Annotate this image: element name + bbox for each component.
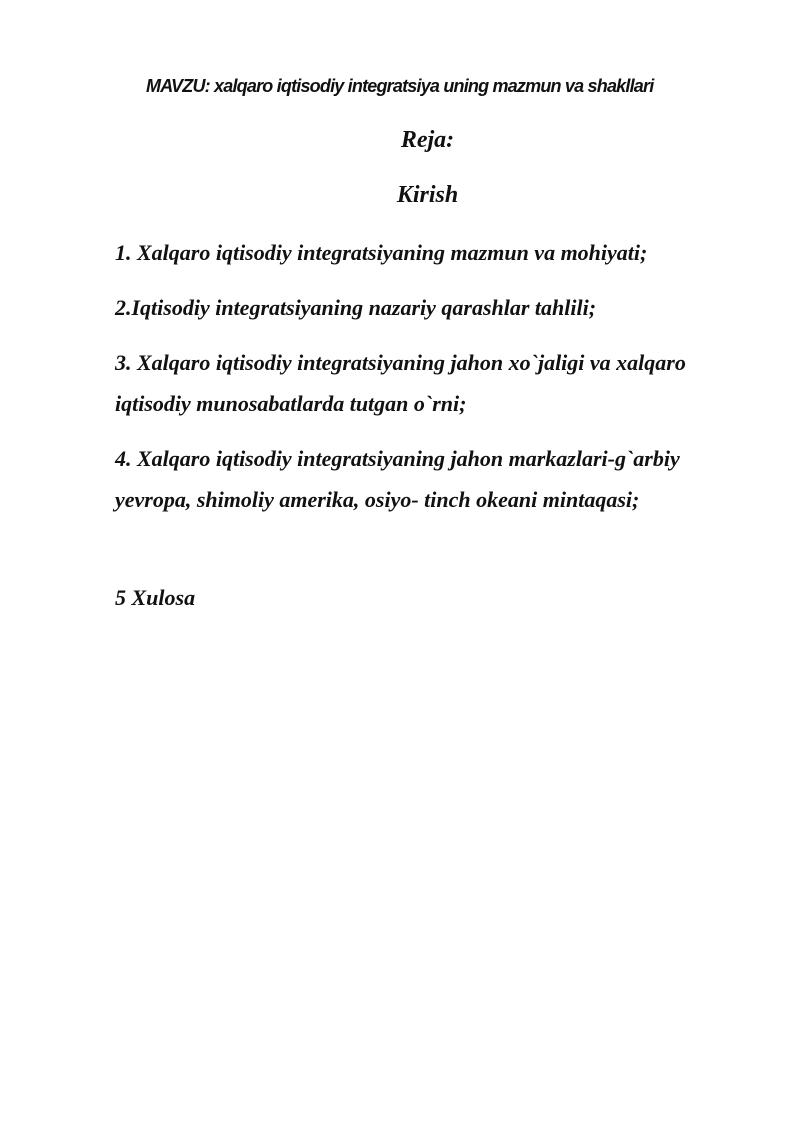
plan-heading: Reja: [400,127,455,153]
plan-item-5: 5 Xulosa [115,585,196,610]
document-topic: MAVZU: xalqaro iqtisodiy integratsiya uning mazmun va shakllari [146,76,654,96]
plan-item-1: 1. Xalqaro iqtisodiy integratsiyaning mazmun va mohiyati; [115,240,648,265]
plan-item-4: 4. Xalqaro iqtisodiy integratsiyaning jahon markazlari-g`arbiy yevropa, shimoliy amerika, osiyo- tinch okeani mintaqasi; [115,446,680,512]
intro-heading: Kirish [396,182,459,208]
plan-item-3: 3. Xalqaro iqtisodiy integratsiyaning jahon xo`jaligi va xalqaro iqtisodiy munosabatlarda tutgan o`rni; [115,350,686,416]
plan-item-2: 2.Iqtisodiy integratsiyaning nazariy qarashlar tahlili; [115,295,597,320]
